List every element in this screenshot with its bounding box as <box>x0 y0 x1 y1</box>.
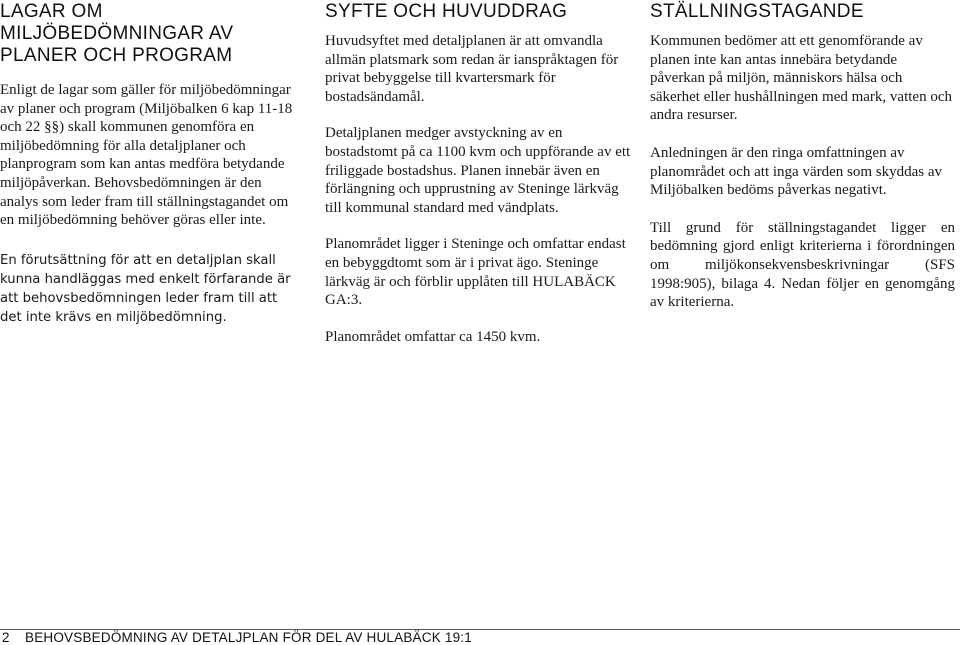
page-number: 2 <box>2 630 10 645</box>
paragraph-main-purpose: Huvudsyftet med detaljplanen är att omvandla allmän platsmark som redan är ianspråktagen för privat bebyggelse till kvartersmark för bostadsändamål. <box>325 33 619 105</box>
paragraph-reason: Anledningen är den ringa omfattningen av planområdet och att inga värden som skyddas av Miljöbalken bedöms påverkas negativt. <box>650 144 943 199</box>
column-position <box>650 0 955 312</box>
paragraph-subdivision: Detaljplanen medger avstyckning av en bostadstomt på ca 1100 kvm och uppförande av ett friliggade bostadshus. Planen innebär även en förlängning och upprustning av Steninge lärkväg till kommunal standard med vändplats. <box>325 125 631 216</box>
paragraph-criteria-basis: Till grund för ställningstagandet ligger en bedömning gjord enligt kriterierna i förordningen om miljökonsekvensbeskrivningar (SFS 1998:905), bilaga 4. Nedan följer en genomgång av kriterierna. <box>650 219 955 311</box>
section-heading-purpose: SYFTE OCH HUVUDDRAG <box>325 1 568 22</box>
column-purpose <box>325 0 632 346</box>
page-footer <box>0 629 960 645</box>
section-heading-position: STÄLLNINGSTAGANDE <box>650 1 864 22</box>
section-heading-laws: LAGAR OM MILJÖBEDÖMNINGAR AV PLANER OCH PROGRAM <box>0 1 234 66</box>
paragraph-assessment: Kommunen bedömer att ett genomförande av planen inte kan antas innebära betydande påverkan på miljön, människors hälsa och säkerhet eller hushållningen med mark, vatten och andra resurser. <box>650 33 952 124</box>
paragraph-plan-area-size: Planområdet omfattar ca 1450 kvm. <box>325 328 541 345</box>
paragraph-plan-area-location: Planområdet ligger i Steninge och omfattar endast en bebyggdtomt som är i privat ägo. Steninge lärkväg är och förblir upplåten till HULABÄCK GA:3. <box>325 236 626 309</box>
footer-document-title: BEHOVSBEDÖMNING AV DETALJPLAN FÖR DEL AV HULABÄCK 19:1 <box>25 630 472 645</box>
paragraph-legal-basis: Enligt de lagar som gäller för miljöbedömningar av planer och program (Miljöbalken 6 kap 11-18 och 22 §§) skall kommunen genomföra en miljöbedömning för alla detaljplaner och planprogram som kan antas medföra betydande miljöpåverkan. Behovsbedömningen är den analys som leder fram till ställningstagandet om en miljöbedömning behöver göras eller inte. <box>0 82 293 229</box>
paragraph-simple-procedure: En förutsättning för att en detaljplan skall kunna handläggas med enkelt förfarande är att behovsbedömningen leder fram till att det inte krävs en miljöbedömning. <box>0 252 291 325</box>
column-laws <box>0 0 302 327</box>
